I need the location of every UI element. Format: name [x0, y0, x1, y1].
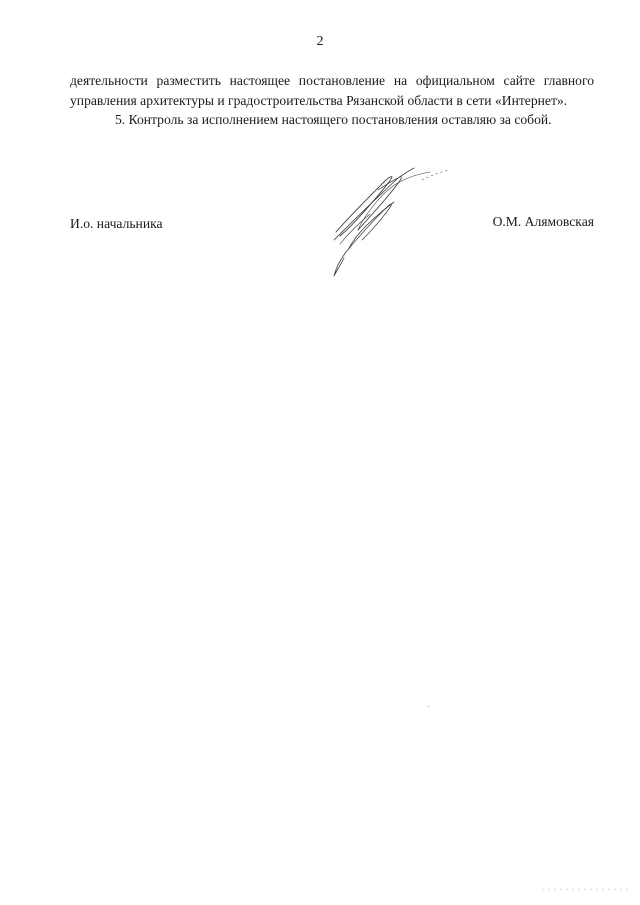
- signatory-name: О.М. Алямовская: [492, 214, 594, 229]
- paragraph-item-5: 5. Контроль за исполнением настоящего постановления оставляю за собой.: [115, 112, 552, 128]
- scan-edge-noise: [540, 888, 630, 891]
- page-number: 2: [316, 34, 324, 49]
- handwritten-signature: [318, 160, 458, 280]
- scan-speck: [428, 706, 429, 707]
- signatory-position: И.о. начальника: [70, 216, 163, 231]
- paragraph-continuation: деятельности разместить настоящее постановление на официальном сайте главного управления архитектуры и градостроительства Рязанской области в сети «Интернет».: [70, 73, 594, 108]
- document-body: [70, 71, 594, 130]
